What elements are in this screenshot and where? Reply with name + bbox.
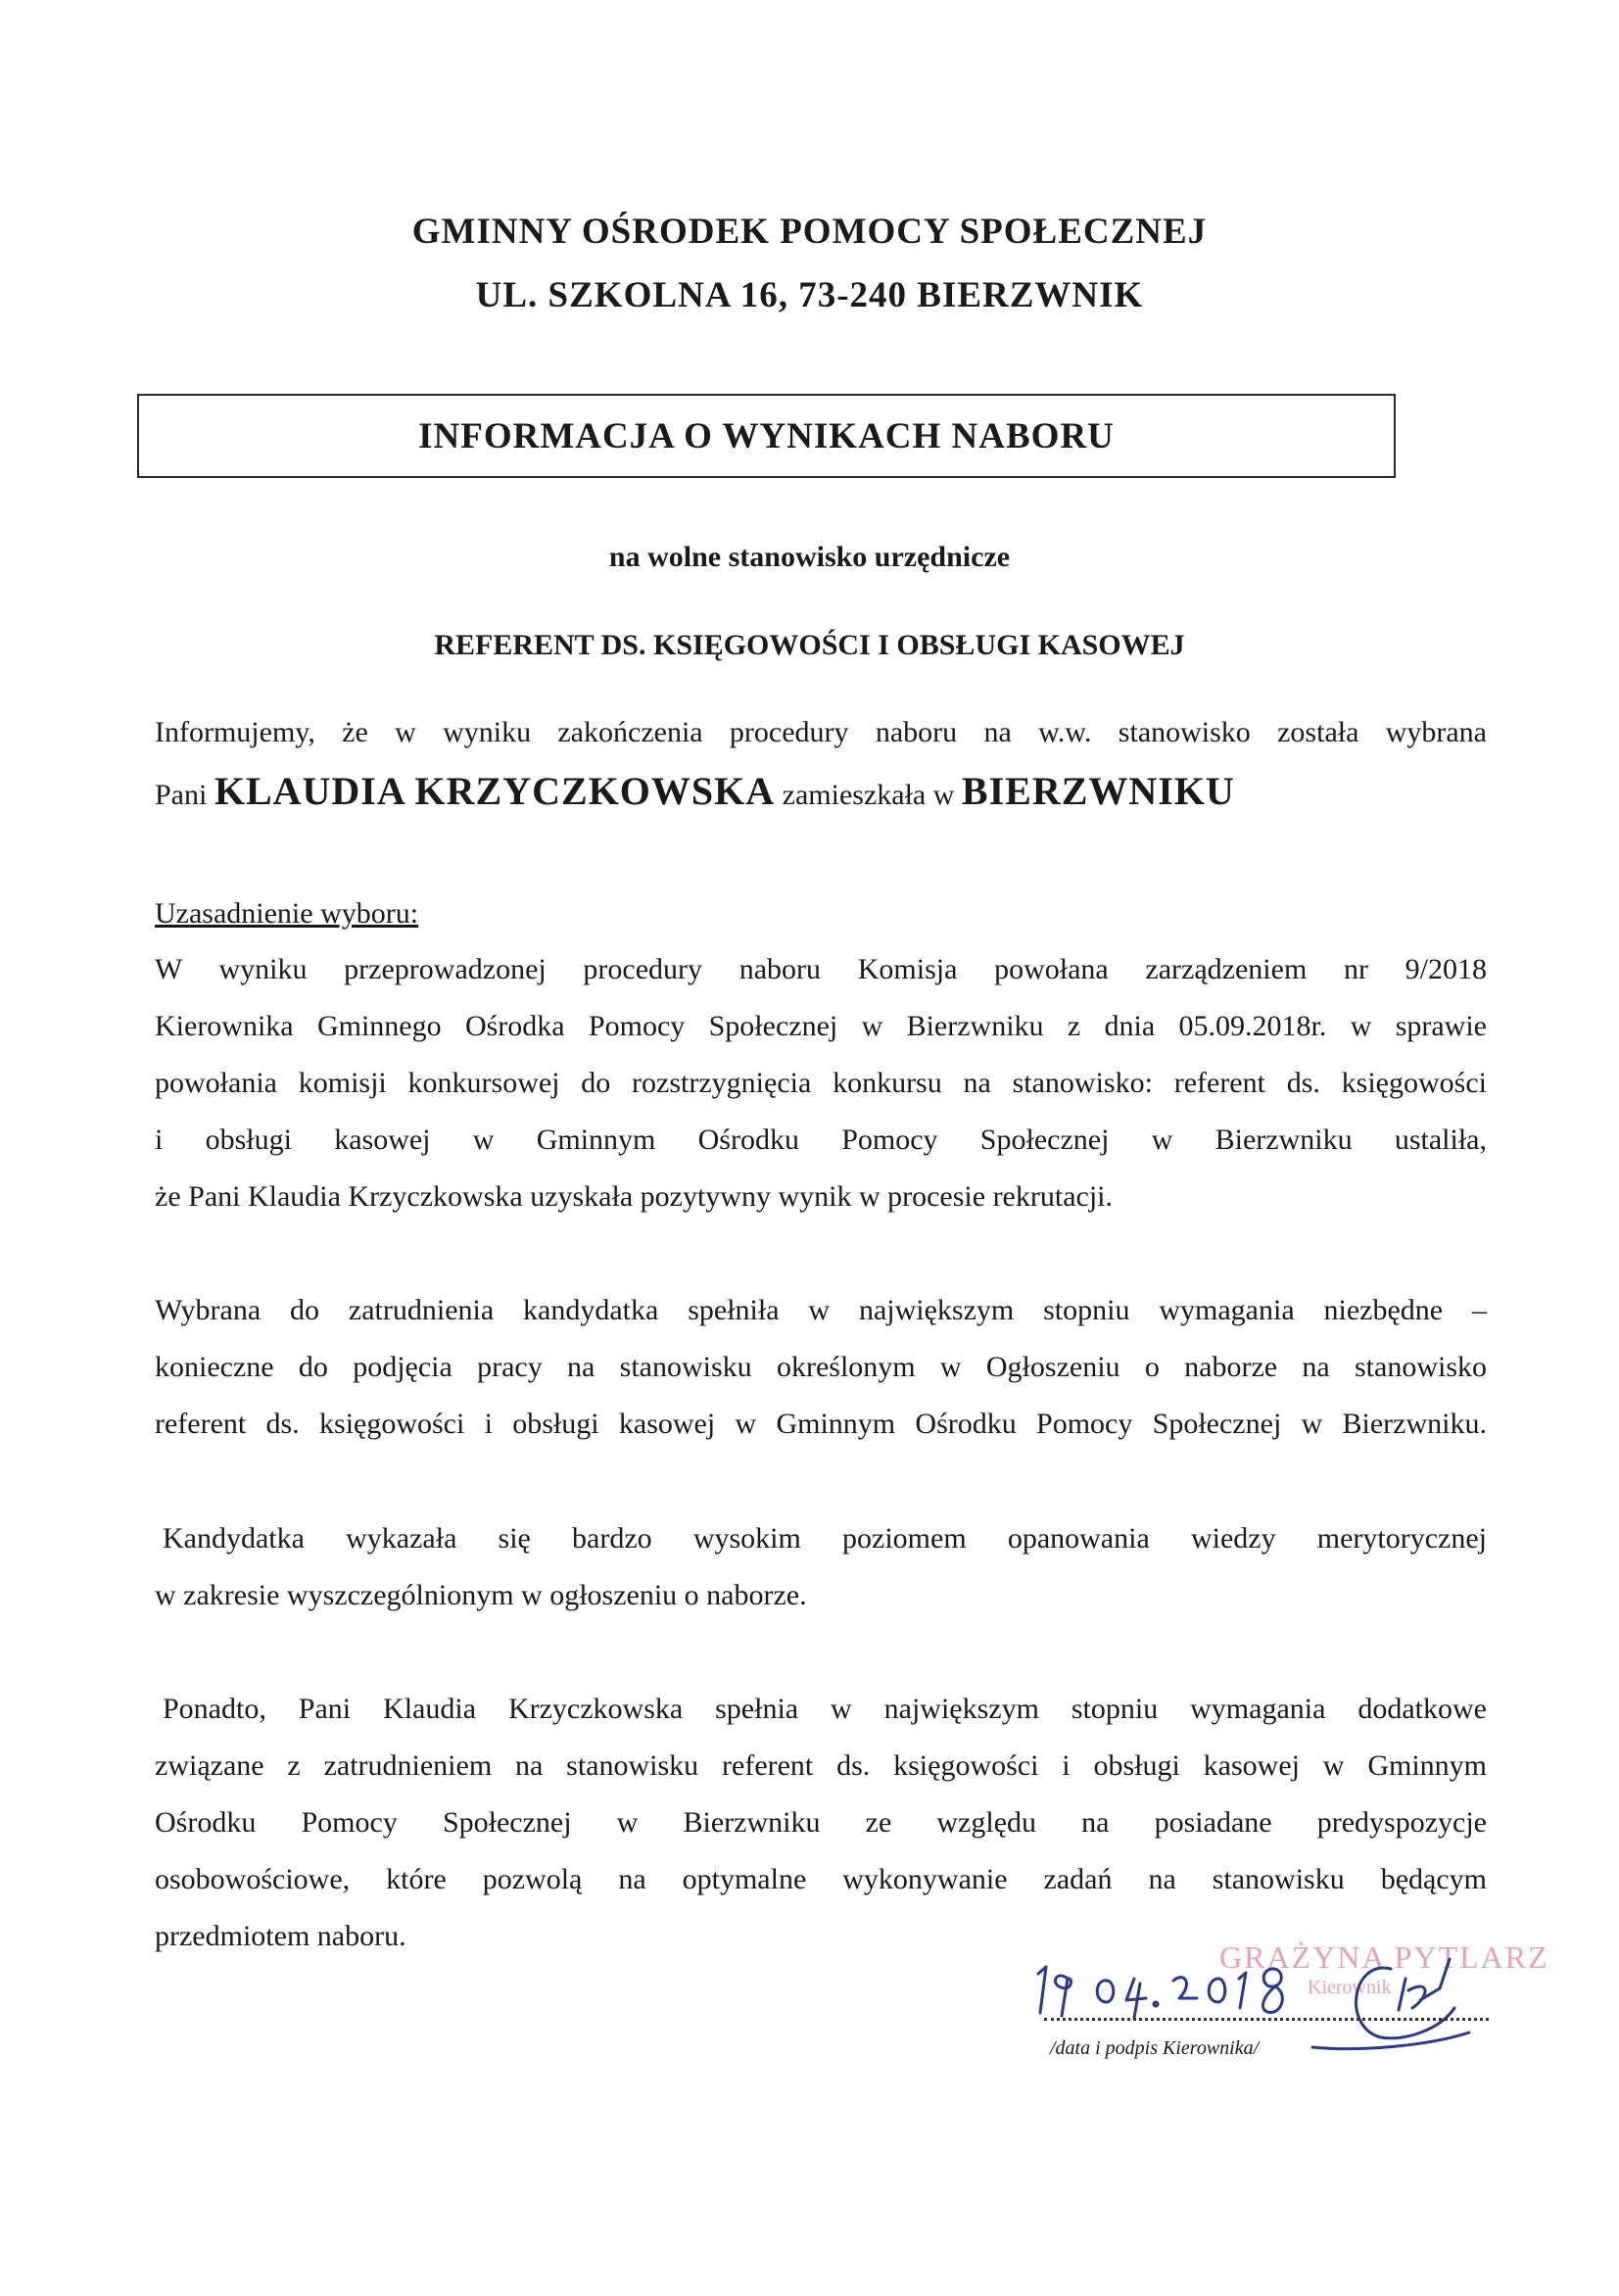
paragraph-line: Wybrana do zatrudnienia kandydatka spełniła w największym stopniu wymagania niezbędne – (155, 1294, 1487, 1326)
stamp-role: Kierownik (1308, 1977, 1392, 1998)
paragraph-line: referent ds. księgowości i obsługi kasowej w Gminnym Ośrodku Pomocy Społecznej w Bierzwniku. (155, 1408, 1487, 1440)
paragraph-line: że Pani Klaudia Krzyczkowska uzyskała pozytywny wynik w procesie rekrutacji. (155, 1180, 1114, 1213)
candidate-town: BIERZWNIKU (961, 769, 1235, 813)
paragraph-line: Kandydatka wykazała się bardzo wysokim poziomem opanowania wiedzy merytorycznej (163, 1522, 1487, 1555)
document-title: INFORMACJA O WYNIKACH NABORU (418, 415, 1115, 456)
paragraph-line: Ośrodku Pomocy Społecznej w Bierzwniku ze względu na posiadane predyspozycje (155, 1806, 1487, 1839)
paragraph-line: w zakresie wyszczególnionym w ogłoszeniu o naborze. (155, 1579, 807, 1611)
paragraph-line: związane z zatrudnieniem na stanowisku referent ds. księgowości i obsługi kasowej w Gminnym (155, 1749, 1487, 1782)
document-subtitle: na wolne stanowisko urzędnicze (608, 541, 1011, 573)
paragraph-line: powołania komisji konkursowej do rozstrzygnięcia konkursu na stanowisko: referent ds. księgowości (155, 1067, 1487, 1099)
title-box (137, 394, 1396, 478)
signature-caption: /data i podpis Kierownika/ (1050, 2037, 1260, 2059)
institution-name: GMINNY OŚRODEK POMOCY SPOŁECZNEJ (411, 212, 1208, 252)
justification-heading: Uzasadnienie wyboru: (155, 897, 419, 930)
pani-label: Pani (155, 779, 208, 811)
stamp-name: GRAŻYNA PYTLARZ (1219, 1939, 1549, 1975)
candidate-name: KLAUDIA KRZYCZKOWSKA (214, 769, 776, 813)
paragraph-line: Kierownika Gminnego Ośrodka Pomocy Społecznej w Bierzwniku z dnia 05.09.2018r. w sprawie (155, 1010, 1487, 1042)
paragraph-line: i obsługi kasowej w Gminnym Ośrodku Pomocy Społecznej w Bierzwniku ustaliła, (155, 1124, 1487, 1156)
residence-label: zamieszkała w (782, 779, 955, 811)
paragraph-line: osobowościowe, które pozwolą na optymalne wykonywanie zadań na stanowisku będącym (155, 1863, 1487, 1895)
paragraph-line: Ponadto, Pani Klaudia Krzyczkowska spełnia w największym stopniu wymagania dodatkowe (163, 1693, 1487, 1725)
institution-address: UL. SZKOLNA 16, 73-240 BIERZWNIK (475, 275, 1144, 315)
paragraph-line: konieczne do podjęcia pracy na stanowisku określonym w Ogłoszeniu o naborze na stanowisko (155, 1351, 1487, 1383)
intro-line: Informujemy, że w wyniku zakończenia procedury naboru na w.w. stanowisko została wybrana (155, 716, 1487, 748)
signature-dotted-line (1044, 2018, 1489, 2021)
paragraph-line: W wyniku przeprowadzonej procedury naboru Komisja powołana zarządzeniem nr 9/2018 (155, 953, 1487, 985)
paragraph-line: przedmiotem naboru. (155, 1920, 406, 1952)
selected-candidate-line (155, 769, 1487, 813)
position-name: REFERENT DS. KSIĘGOWOŚCI I OBSŁUGI KASOWEJ (434, 629, 1185, 661)
